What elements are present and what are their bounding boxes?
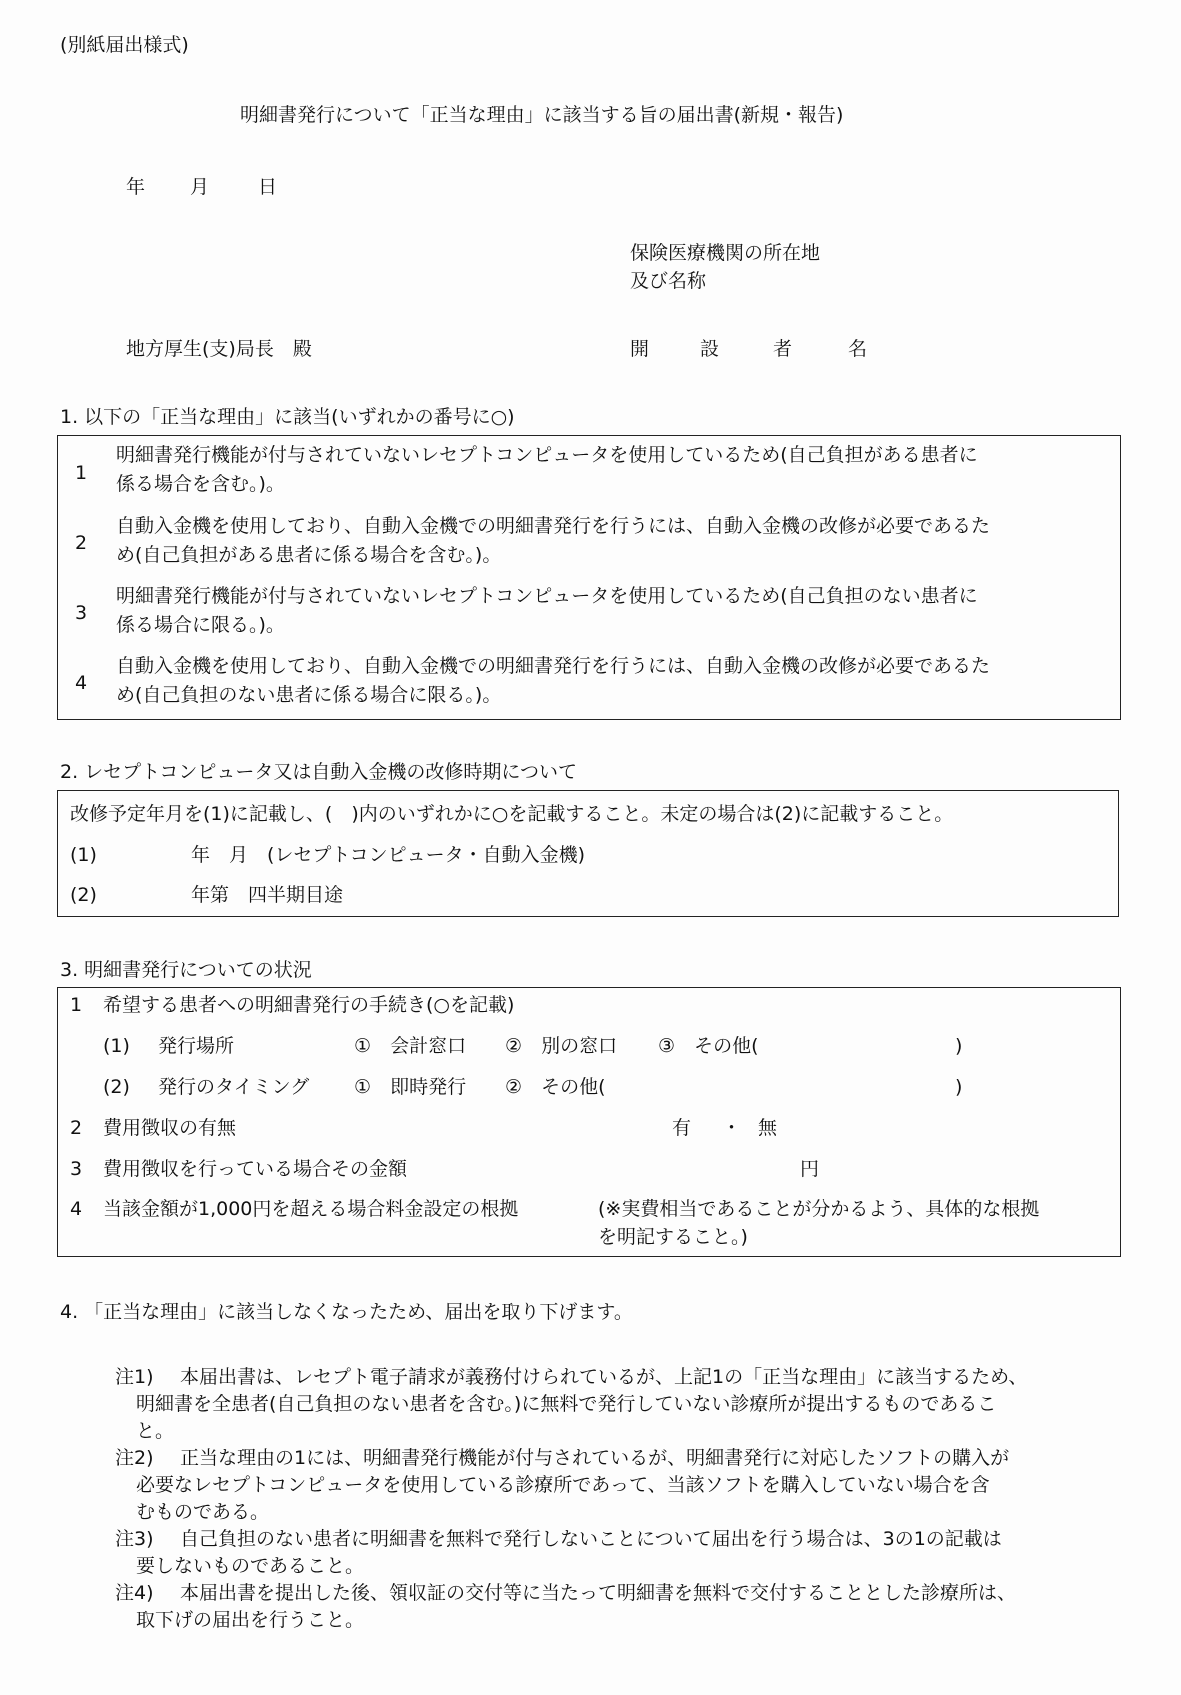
option-other-window[interactable]: ② 別の窓口 (505, 1035, 618, 1057)
institution-name-label: 及び名称 (630, 270, 707, 292)
section2-heading: 2. レセプトコンピュータ又は自動入金機の改修時期について (60, 761, 578, 783)
addressee: 地方厚生(支)局長 殿 (126, 338, 312, 360)
fee-no-option[interactable]: 無 (758, 1117, 778, 1139)
fee-yes-option[interactable]: 有 (672, 1117, 692, 1139)
section2-box: 改修予定年月を(1)に記載し、( )内のいずれかに○を記載すること。未定の場合は(2)に記載すること。 (1) 年 月 (レセプトコンピュータ・自動入金機) (2) 年第 四半期目途 (57, 790, 1119, 917)
option-accounting-window[interactable]: ① 会計窓口 (354, 1035, 467, 1057)
option-immediate[interactable]: ① 即時発行 (354, 1076, 467, 1098)
document-title: 明細書発行について「正当な理由」に該当する旨の届出書(新規・報告) (240, 104, 844, 126)
institution-location-label: 保険医療機関の所在地 (630, 242, 821, 264)
section3-box: 1 希望する患者への明細書発行の手続き(○を記載) (1) 発行場所 ① 会計窓口 ② 別の窓口 ③ その他( ) (2) 発行のタイミング ① 即時発行 ② その他( ) 2 費用徴収の有無 有 ・ 無 3 費用徴収を行っている場合その金額 円 4 当該金額が1,000円を超える場合料金設定の根拠 (※実費相当であることが分かるよう、具体的な根拠 を明記すること。) (57, 987, 1121, 1257)
procedure-heading: 希望する患者への明細書発行の手続き(○を記載) (103, 994, 515, 1016)
date-year[interactable]: 年 (126, 176, 146, 198)
section3-heading: 3. 明細書発行についての状況 (60, 959, 312, 981)
yen-unit: 円 (800, 1158, 820, 1180)
section2-instruction: 改修予定年月を(1)に記載し、( )内のいずれかに○を記載すること。未定の場合は(2)に記載すること。 (70, 803, 954, 825)
section4-withdrawal[interactable]: 4. 「正当な理由」に該当しなくなったため、届出を取り下げます。 (60, 1301, 633, 1323)
section1-box: 1 明細書発行機能が付与されていないレセプトコンピュータを使用しているため(自己負担がある患者に 係る場合を含む。)。 2 自動入金機を使用しており、自動入金機での明細書発行を行うには、自動入金機の改修が必要であるた め(自己負担がある患者に係る場合を含む。)。 3 明細書発行機能が付与されていないレセプトコンピュータを使用しているため(自己負担のない患者に 係る場合に限る。)。 4 自動入金機を使用しており、自動入金機での明細書発行を行うには、自動入金機の改修が必要であるた め(自己負担のない患者に係る場合に限る。)。 (57, 435, 1121, 720)
section1-heading: 1. 以下の「正当な理由」に該当(いずれかの番号に○) (60, 406, 515, 428)
option-timing-other[interactable]: ② その他( (505, 1076, 606, 1098)
option-place-other[interactable]: ③ その他( (658, 1035, 759, 1057)
date-day[interactable]: 日 (258, 176, 278, 198)
form-label: (別紙届出様式) (60, 34, 189, 56)
date-month[interactable]: 月 (190, 176, 210, 198)
